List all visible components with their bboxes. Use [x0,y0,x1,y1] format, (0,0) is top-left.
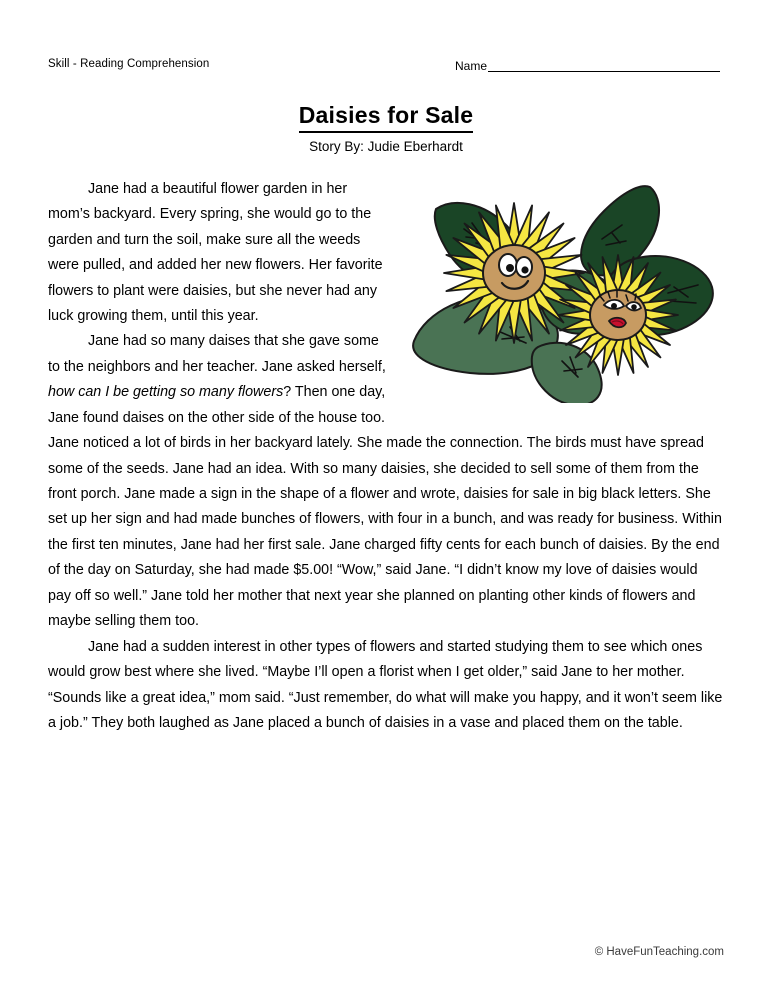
daisies-illustration [406,181,724,403]
story-paragraph-2-part-2: ? Then one day, Jane found daises on the other side of the house too. Jane noticed a lot of birds in her backyard lately. She made the connection. The birds must have spread some of the seeds. Jane had an idea. With so many daisies, she decided to sell some of them from the front porch. Jane made a sign in the shape of a flower and wrote, daisies for sale in big black letters. She set up her sign and had made bunches of flowers, with four in a bunch, and was ready for business. Within the first ten minutes, Jane had her first sale. Jane charged fifty cents for each bunch of daisies. By the end of the day on Saturday, she had made $5.00! “Wow,” said Jane. “I didn’t know my love of daisies would pay off so well.” Jane told her mother that next year she planned on planting other kinds of flowers and maybe selling them too. [48,384,722,630]
name-field-rule[interactable] [488,71,720,72]
page-header [48,0,724,73]
story-paragraph-2-part-1: Jane had so many daises that she gave some to the neighbors and her teacher. Jane asked herself, [48,333,386,375]
byline: Story By: Judie Eberhardt [309,138,463,154]
footer-copyright: © HaveFunTeaching.com [594,946,724,958]
name-field-label: Name [454,59,487,73]
story-paragraph-1: Jane had a beautiful flower garden in her mom’s backyard. Every spring, she would go to the garden and turn the soil, make sure all the weeds were pulled, and added her new flowers. Her favorite flowers to plant were daisies, but she never had any luck growing them, until this year. [48,180,383,324]
skill-label: Skill - Reading Comprehension [48,57,210,70]
title-block [48,102,724,155]
story-paragraph-3: Jane had a sudden interest in other types of flowers and started studying them to see which ones would grow best where she lived. “Maybe I’ll open a florist when I get older,” said Jane to her mother. “Sounds like a great idea,” mom said. “Just remember, do what will make you happy, and it won’t seem like a job.” They both laughed as Jane placed a bunch of daisies in a vase and placed them on the table. [48,638,723,731]
story-paragraph-2-italic-question: how can I be getting so many flowers [48,384,284,401]
name-field[interactable] [455,60,720,72]
page-title: Daisies for Sale [299,102,474,133]
story-body [48,177,724,737]
